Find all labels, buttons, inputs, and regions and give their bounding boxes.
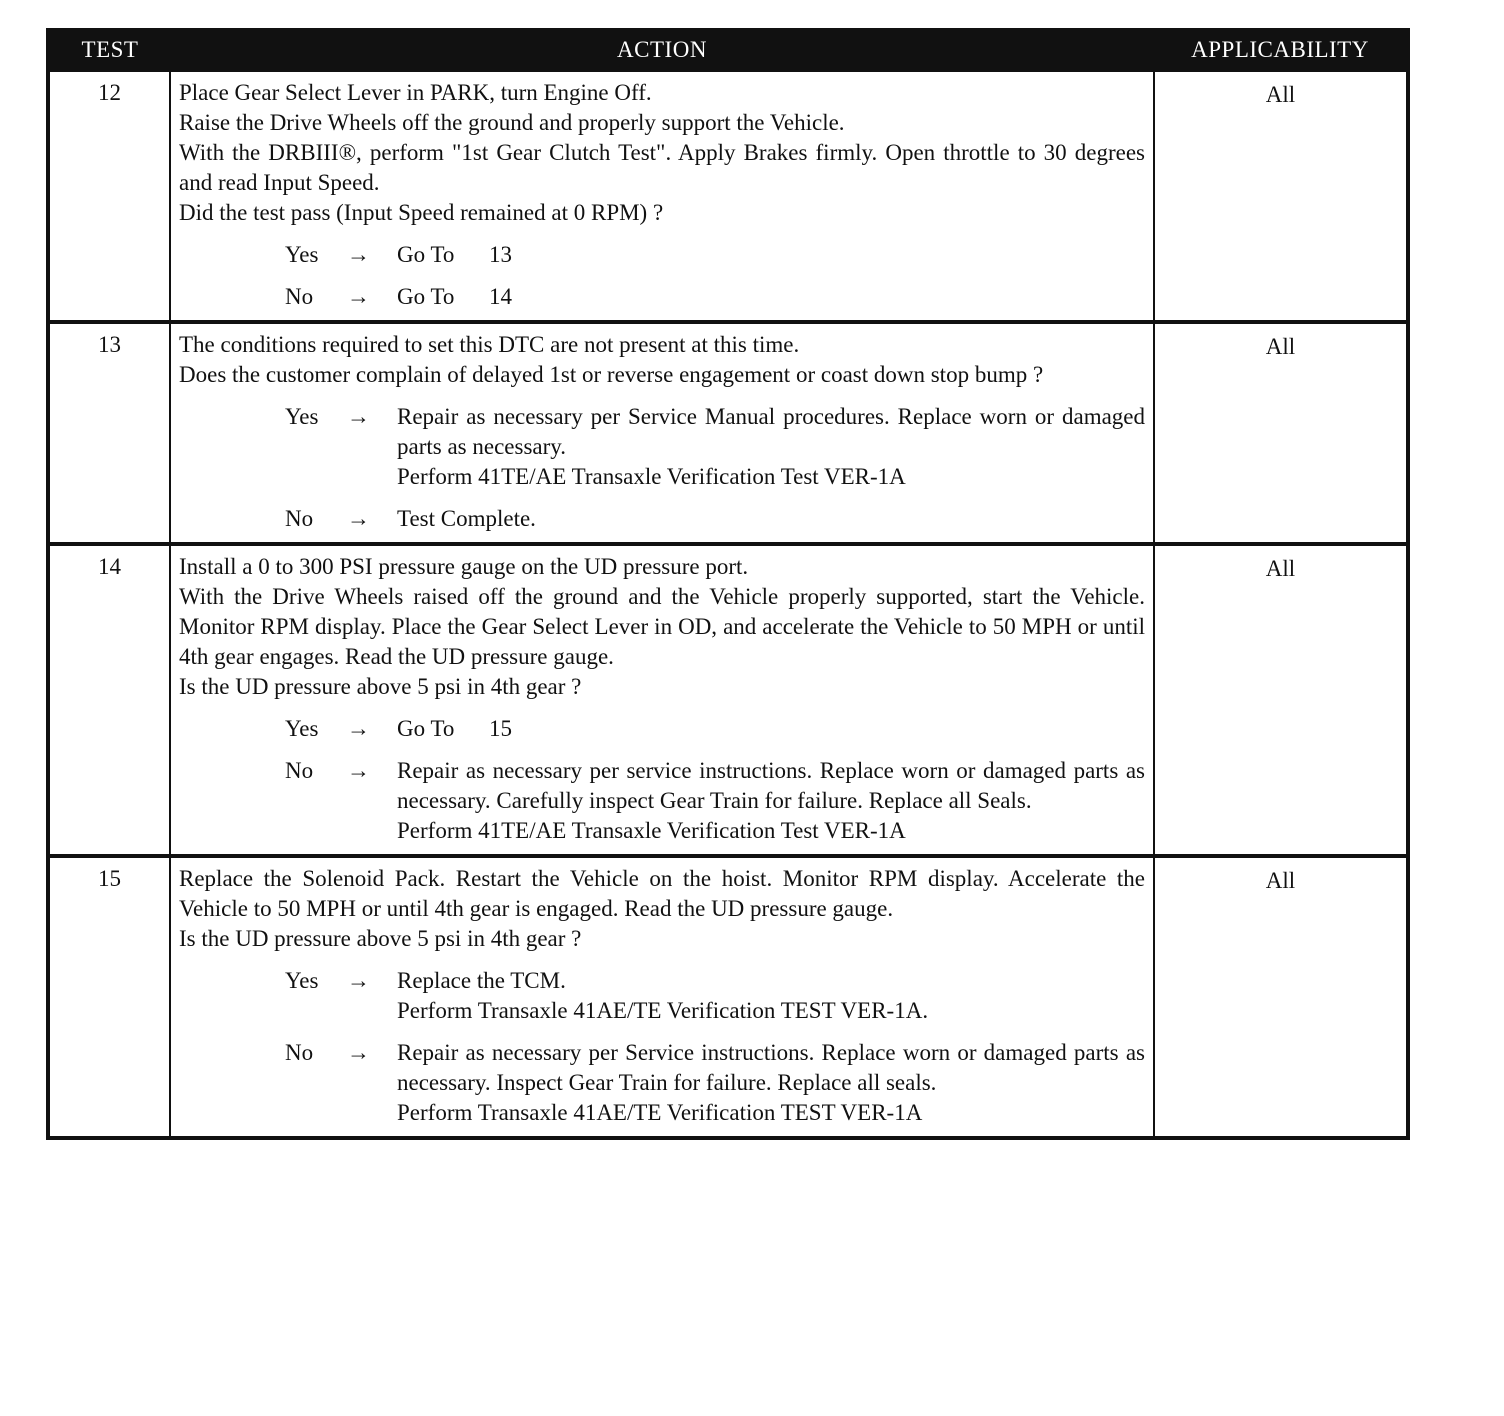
- result-line: Repair as necessary per Service Manual procedures. Replace worn or damaged parts as necessary.: [397, 404, 1145, 459]
- diagnostic-test-table: [46, 28, 1410, 1140]
- answer-label: No: [285, 758, 314, 783]
- goto-test-number: 13: [489, 242, 512, 267]
- answer-result: [397, 402, 1145, 492]
- arrow-icon: →: [347, 968, 370, 993]
- answer-result: [397, 966, 1145, 1026]
- action-text: [179, 330, 1145, 390]
- arrow-icon: →: [347, 404, 370, 429]
- answer-branches: [179, 714, 1145, 846]
- answer-branch: [179, 714, 1145, 744]
- table-header-row: [50, 32, 1406, 70]
- action-cell: [170, 856, 1154, 1136]
- answer-label: Yes: [285, 968, 319, 993]
- answer-branch: [179, 966, 1145, 1026]
- applicability-value: All: [1154, 322, 1406, 544]
- arrow-icon: →: [347, 242, 370, 267]
- action-line: Did the test pass (Input Speed remained at 0 RPM) ?: [179, 200, 664, 225]
- answer-label: Yes: [285, 404, 319, 429]
- result-line: Replace the TCM.: [397, 968, 566, 993]
- answer-label: No: [285, 284, 314, 309]
- answer-branches: [179, 240, 1145, 312]
- action-cell: [170, 70, 1154, 322]
- result-line: Perform Transaxle 41AE/TE Verification TEST VER-1A: [397, 1100, 923, 1125]
- applicability-value: All: [1154, 856, 1406, 1136]
- header-test: TEST: [50, 32, 170, 70]
- goto-label: Go To: [397, 284, 455, 309]
- answer-label: No: [285, 1040, 314, 1065]
- table-row: [50, 70, 1406, 322]
- result-line: Perform 41TE/AE Transaxle Verification Test VER-1A: [397, 464, 906, 489]
- answer-branches: [179, 966, 1145, 1128]
- result-line: Test Complete.: [397, 506, 536, 531]
- goto-test-number: 15: [489, 716, 512, 741]
- action-line: With the Drive Wheels raised off the ground and the Vehicle properly supported, start the Vehicle. Monitor RPM display. Place the Gear Select Lever in OD, and accelerate the Vehicle to 50 MPH or until 4th gear engages. Read the UD pressure gauge.: [179, 584, 1145, 669]
- action-line: Place Gear Select Lever in PARK, turn Engine Off.: [179, 80, 652, 105]
- answer-branches: [179, 402, 1145, 534]
- answer-branch: [179, 1038, 1145, 1128]
- applicability-value: All: [1154, 544, 1406, 856]
- answer-branch: [179, 756, 1145, 846]
- arrow-icon: →: [347, 716, 370, 741]
- arrow-icon: →: [347, 1040, 370, 1065]
- goto-label: Go To: [397, 242, 455, 267]
- action-text: [179, 552, 1145, 702]
- action-line: Is the UD pressure above 5 psi in 4th gear ?: [179, 674, 582, 699]
- answer-result: [397, 282, 1145, 312]
- action-line: Raise the Drive Wheels off the ground and properly support the Vehicle.: [179, 110, 845, 135]
- answer-label: Yes: [285, 242, 319, 267]
- goto-label: Go To: [397, 716, 455, 741]
- answer-result: [397, 1038, 1145, 1128]
- answer-result: [397, 756, 1145, 846]
- action-line: Is the UD pressure above 5 psi in 4th gear ?: [179, 926, 582, 951]
- result-line: Repair as necessary per Service instructions. Replace worn or damaged parts as necessary. Inspect Gear Train for failure. Replace all seals.: [397, 1040, 1145, 1095]
- table-row: [50, 544, 1406, 856]
- answer-result: [397, 240, 1145, 270]
- action-cell: [170, 544, 1154, 856]
- arrow-icon: →: [347, 506, 370, 531]
- action-line: Install a 0 to 300 PSI pressure gauge on the UD pressure port.: [179, 554, 749, 579]
- table-row: [50, 856, 1406, 1136]
- table-row: [50, 322, 1406, 544]
- test-number: 15: [50, 856, 170, 1136]
- header-action: ACTION: [170, 32, 1154, 70]
- action-line: With the DRBIII®, perform "1st Gear Clutch Test". Apply Brakes firmly. Open throttle to 30 degrees and read Input Speed.: [179, 140, 1145, 195]
- action-text: [179, 78, 1145, 228]
- result-line: Repair as necessary per service instructions. Replace worn or damaged parts as necessary. Carefully inspect Gear Train for failure. Replace all Seals.: [397, 758, 1145, 813]
- answer-branch: [179, 240, 1145, 270]
- answer-branch: [179, 402, 1145, 492]
- test-number: 12: [50, 70, 170, 322]
- goto-test-number: 14: [489, 284, 512, 309]
- answer-label: No: [285, 506, 314, 531]
- answer-branch: [179, 504, 1145, 534]
- arrow-icon: →: [347, 758, 370, 783]
- answer-result: [397, 504, 1145, 534]
- answer-result: [397, 714, 1145, 744]
- answer-label: Yes: [285, 716, 319, 741]
- header-applicability: APPLICABILITY: [1154, 32, 1406, 70]
- result-line: Perform Transaxle 41AE/TE Verification TEST VER-1A.: [397, 998, 929, 1023]
- answer-branch: [179, 282, 1145, 312]
- action-text: [179, 864, 1145, 954]
- test-number: 14: [50, 544, 170, 856]
- action-line: Replace the Solenoid Pack. Restart the Vehicle on the hoist. Monitor RPM display. Accelerate the Vehicle to 50 MPH or until 4th gear is engaged. Read the UD pressure gauge.: [179, 866, 1145, 921]
- action-cell: [170, 322, 1154, 544]
- action-line: Does the customer complain of delayed 1st or reverse engagement or coast down stop bump ?: [179, 362, 1044, 387]
- applicability-value: All: [1154, 70, 1406, 322]
- action-line: The conditions required to set this DTC are not present at this time.: [179, 332, 800, 357]
- test-number: 13: [50, 322, 170, 544]
- arrow-icon: →: [347, 284, 370, 309]
- result-line: Perform 41TE/AE Transaxle Verification Test VER-1A: [397, 818, 906, 843]
